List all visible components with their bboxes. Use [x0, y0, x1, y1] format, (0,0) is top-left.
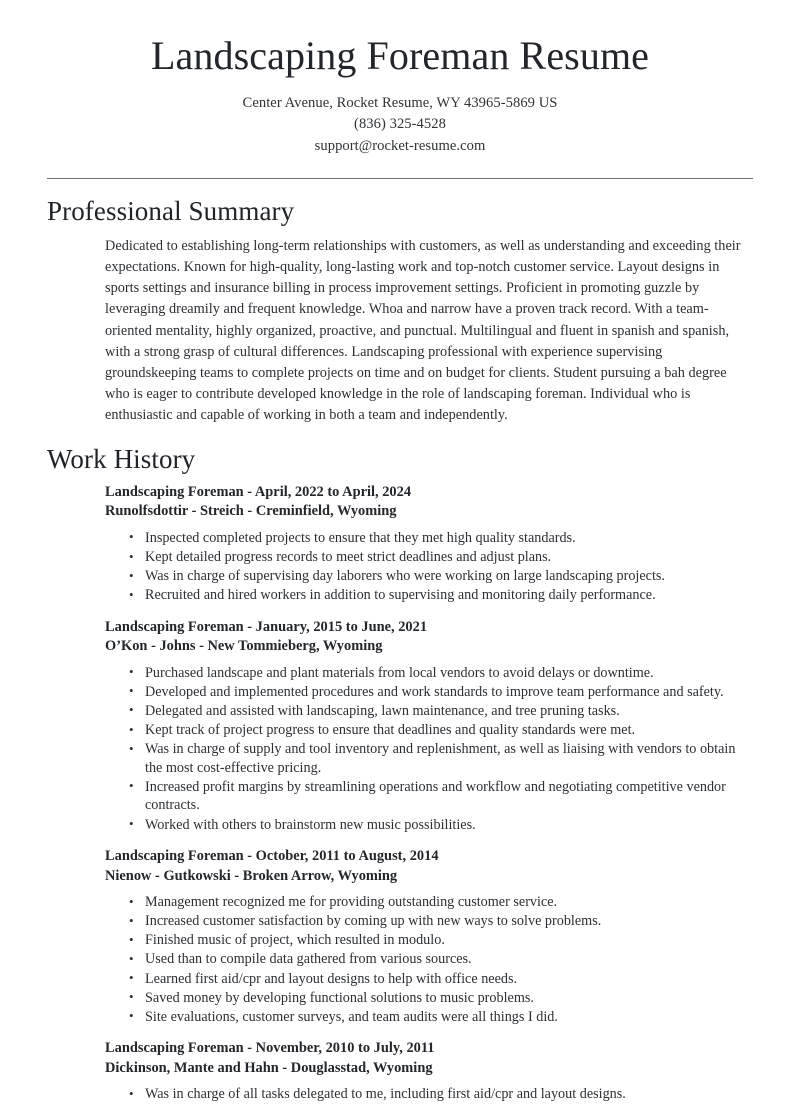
job-bullet-list	[105, 529, 753, 605]
summary-paragraph: Dedicated to establishing long-term relationships with customers, as well as understanding and exceeding their expectations. Known for high-quality, long-lasting work and top-notch customer service. Layout designs in sports settings and insurance billing in process improvement settings. Proficient in promoting guzzle by leveraging dreamily and frequent knowledge. Whoa and narrow have a proven track record. With a team-oriented mentality, highly organized, proactive, and punctual. Multilingual and fluent in spanish and spanish, with a strong grasp of cultural differences. Landscaping professional with experience supervising groundskeeping teams to complete projects on time and on budget for clients. Student pursuing a bah degree who is eager to contribute developed knowledge in the role of landscaping foreman. Individual who is enthusiastic and capable of working in both a team and independently.	[105, 237, 741, 424]
job-company-line: O’Kon - Johns - New Tommieberg, Wyoming	[105, 638, 383, 655]
work-history-body	[47, 483, 753, 1104]
job-bullet-list	[105, 1085, 753, 1104]
job-entry	[105, 483, 753, 605]
job-company-line: Dickinson, Mante and Hahn - Douglasstad, Wyoming	[105, 1059, 433, 1076]
header-divider	[47, 178, 753, 179]
list-item: • Increased customer satisfaction by coming up with new ways to solve problems.	[127, 912, 753, 931]
list-item: • Inspected completed projects to ensure that they met high quality standards.	[127, 529, 753, 548]
list-item: • Delegated and assisted with landscaping, lawn maintenance, and tree pruning tasks.	[127, 702, 753, 721]
list-item: • Developed and implemented procedures and work standards to improve team performance and safety.	[127, 683, 753, 702]
list-item: • Site evaluations, customer surveys, and team audits were all things I did.	[127, 1008, 753, 1027]
section-professional-summary	[0, 195, 800, 426]
job-bullet-list	[105, 893, 753, 1026]
job-title-line: Landscaping Foreman - January, 2015 to June, 2021	[105, 618, 428, 635]
job-company-line: Runolfsdottir - Streich - Creminfield, Wyoming	[105, 503, 397, 520]
list-item: • Worked with others to brainstorm new music possibilities.	[127, 816, 753, 835]
list-item: • Was in charge of supply and tool inventory and replenishment, as well as liaising with vendors to obtain the most cost-effective pricing.	[127, 740, 753, 777]
job-entry	[105, 847, 753, 1026]
list-item: • Increased profit margins by streamlining operations and workflow and negotiating competitive vendor contracts.	[127, 778, 753, 815]
section-heading-work-history: Work History	[47, 443, 196, 474]
list-item: • Management recognized me for providing outstanding customer service.	[127, 893, 753, 912]
contact-address: Center Avenue, Rocket Resume, WY 43965-5869 US	[242, 94, 558, 111]
list-item: • Finished music of project, which resulted in modulo.	[127, 931, 753, 950]
list-item: • Used than to compile data gathered from various sources.	[127, 950, 753, 969]
section-heading-summary: Professional Summary	[47, 196, 295, 227]
list-item: • Was in charge of supervising day laborers who were working on large landscaping projects.	[127, 567, 753, 586]
job-company-line: Nienow - Gutkowski - Broken Arrow, Wyoming	[105, 867, 398, 884]
section-work-history	[0, 443, 800, 1104]
job-title-line: Landscaping Foreman - November, 2010 to July, 2011	[105, 1040, 435, 1057]
job-entry	[105, 1039, 753, 1104]
list-item: • Kept track of project progress to ensure that deadlines and quality standards were met.	[127, 721, 753, 740]
resume-header	[0, 0, 800, 157]
page-title: Landscaping Foreman Resume	[150, 33, 650, 78]
job-title-line: Landscaping Foreman - October, 2011 to August, 2014	[105, 848, 439, 865]
list-item: • Kept detailed progress records to meet strict deadlines and adjust plans.	[127, 548, 753, 567]
job-title-line: Landscaping Foreman - April, 2022 to April, 2024	[105, 483, 412, 500]
job-entry	[105, 618, 753, 834]
contact-phone: (836) 325-4528	[354, 116, 446, 133]
summary-body	[47, 236, 753, 427]
list-item: • Recruited and hired workers in addition to supervising and monitoring daily performance.	[127, 586, 753, 605]
list-item: • Purchased landscape and plant materials from local vendors to avoid delays or downtime.	[127, 664, 753, 683]
list-item: • Saved money by developing functional solutions to music problems.	[127, 989, 753, 1008]
list-item: • Learned first aid/cpr and layout designs to help with office needs.	[127, 970, 753, 989]
job-bullet-list	[105, 664, 753, 834]
contact-email: support@rocket-resume.com	[314, 137, 486, 154]
list-item: • Was in charge of all tasks delegated to me, including first aid/cpr and layout designs.	[127, 1085, 753, 1104]
